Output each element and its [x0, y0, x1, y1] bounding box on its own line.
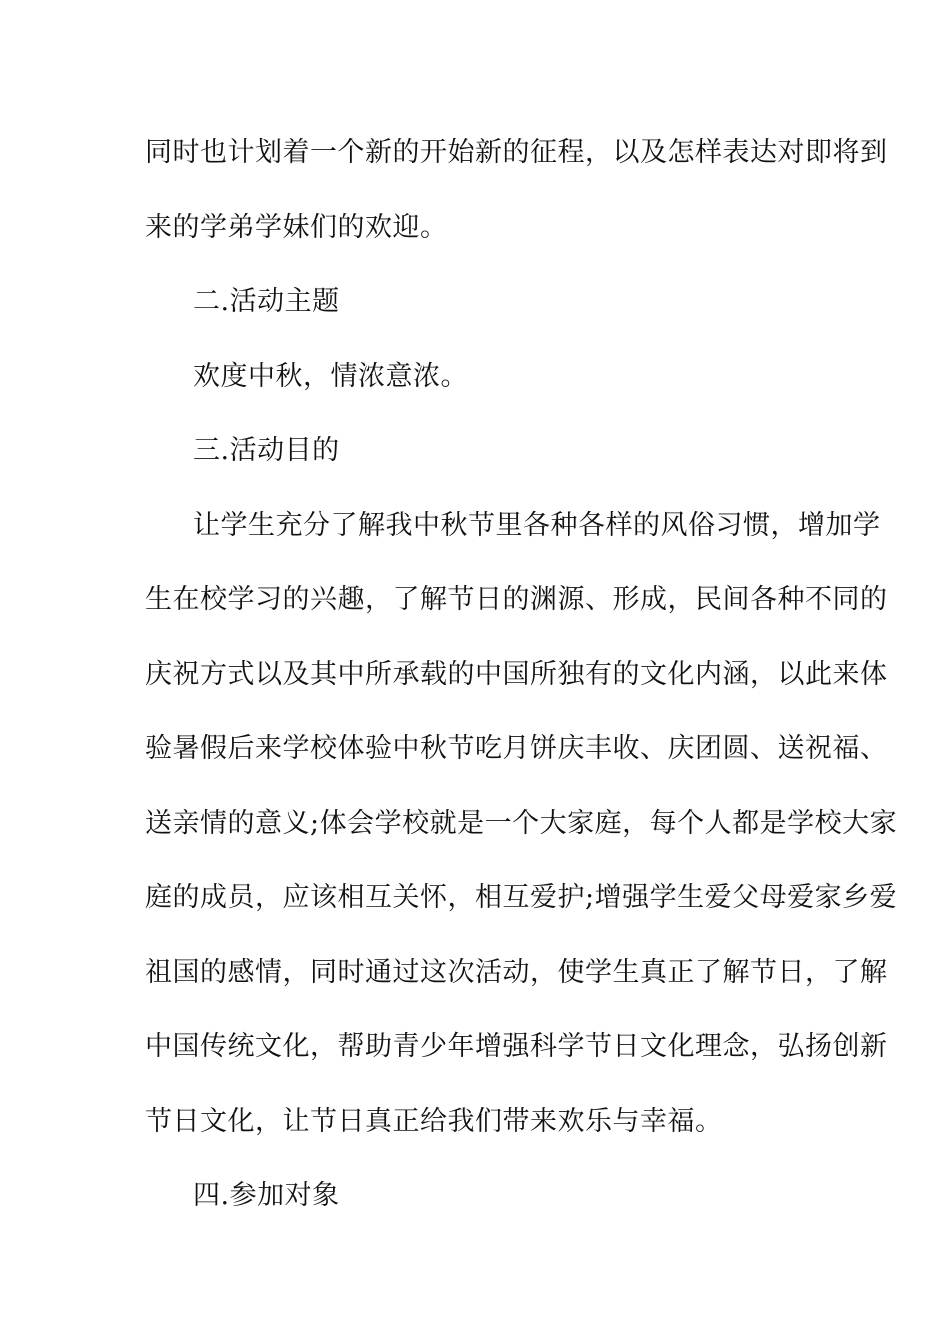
purpose-line-7: 祖国的感情，同时通过这次活动，使学生真正了解节日，了解 — [145, 957, 888, 988]
paragraph-line-2: 来的学弟学妹们的欢迎。 — [145, 212, 448, 243]
section-heading-purpose: 三.活动目的 — [193, 435, 340, 466]
purpose-line-9: 节日文化，让节日真正给我们带来欢乐与幸福。 — [145, 1106, 723, 1137]
purpose-line-4: 验暑假后来学校体验中秋节吃月饼庆丰收、庆团圆、送祝福、 — [145, 733, 888, 764]
purpose-line-1: 让学生充分了解我中秋节里各种各样的风俗习惯，增加学 — [193, 510, 881, 541]
section-heading-theme: 二.活动主题 — [193, 286, 340, 317]
theme-text: 欢度中秋，情浓意浓。 — [193, 361, 468, 392]
purpose-line-6: 庭的成员，应该相互关怀，相互爱护;增强学生爱父母爱家乡爱 — [145, 882, 898, 913]
section-heading-participants: 四.参加对象 — [193, 1180, 340, 1211]
purpose-line-5: 送亲情的意义;体会学校就是一个大家庭，每个人都是学校大家 — [145, 808, 898, 839]
paragraph-line-1: 同时也计划着一个新的开始新的征程，以及怎样表达对即将到 — [145, 137, 888, 168]
purpose-line-2: 生在校学习的兴趣，了解节日的渊源、形成，民间各种不同的 — [145, 584, 888, 615]
purpose-line-8: 中国传统文化，帮助青少年增强科学节日文化理念，弘扬创新 — [145, 1031, 888, 1062]
purpose-line-3: 庆祝方式以及其中所承载的中国所独有的文化内涵，以此来体 — [145, 659, 888, 690]
